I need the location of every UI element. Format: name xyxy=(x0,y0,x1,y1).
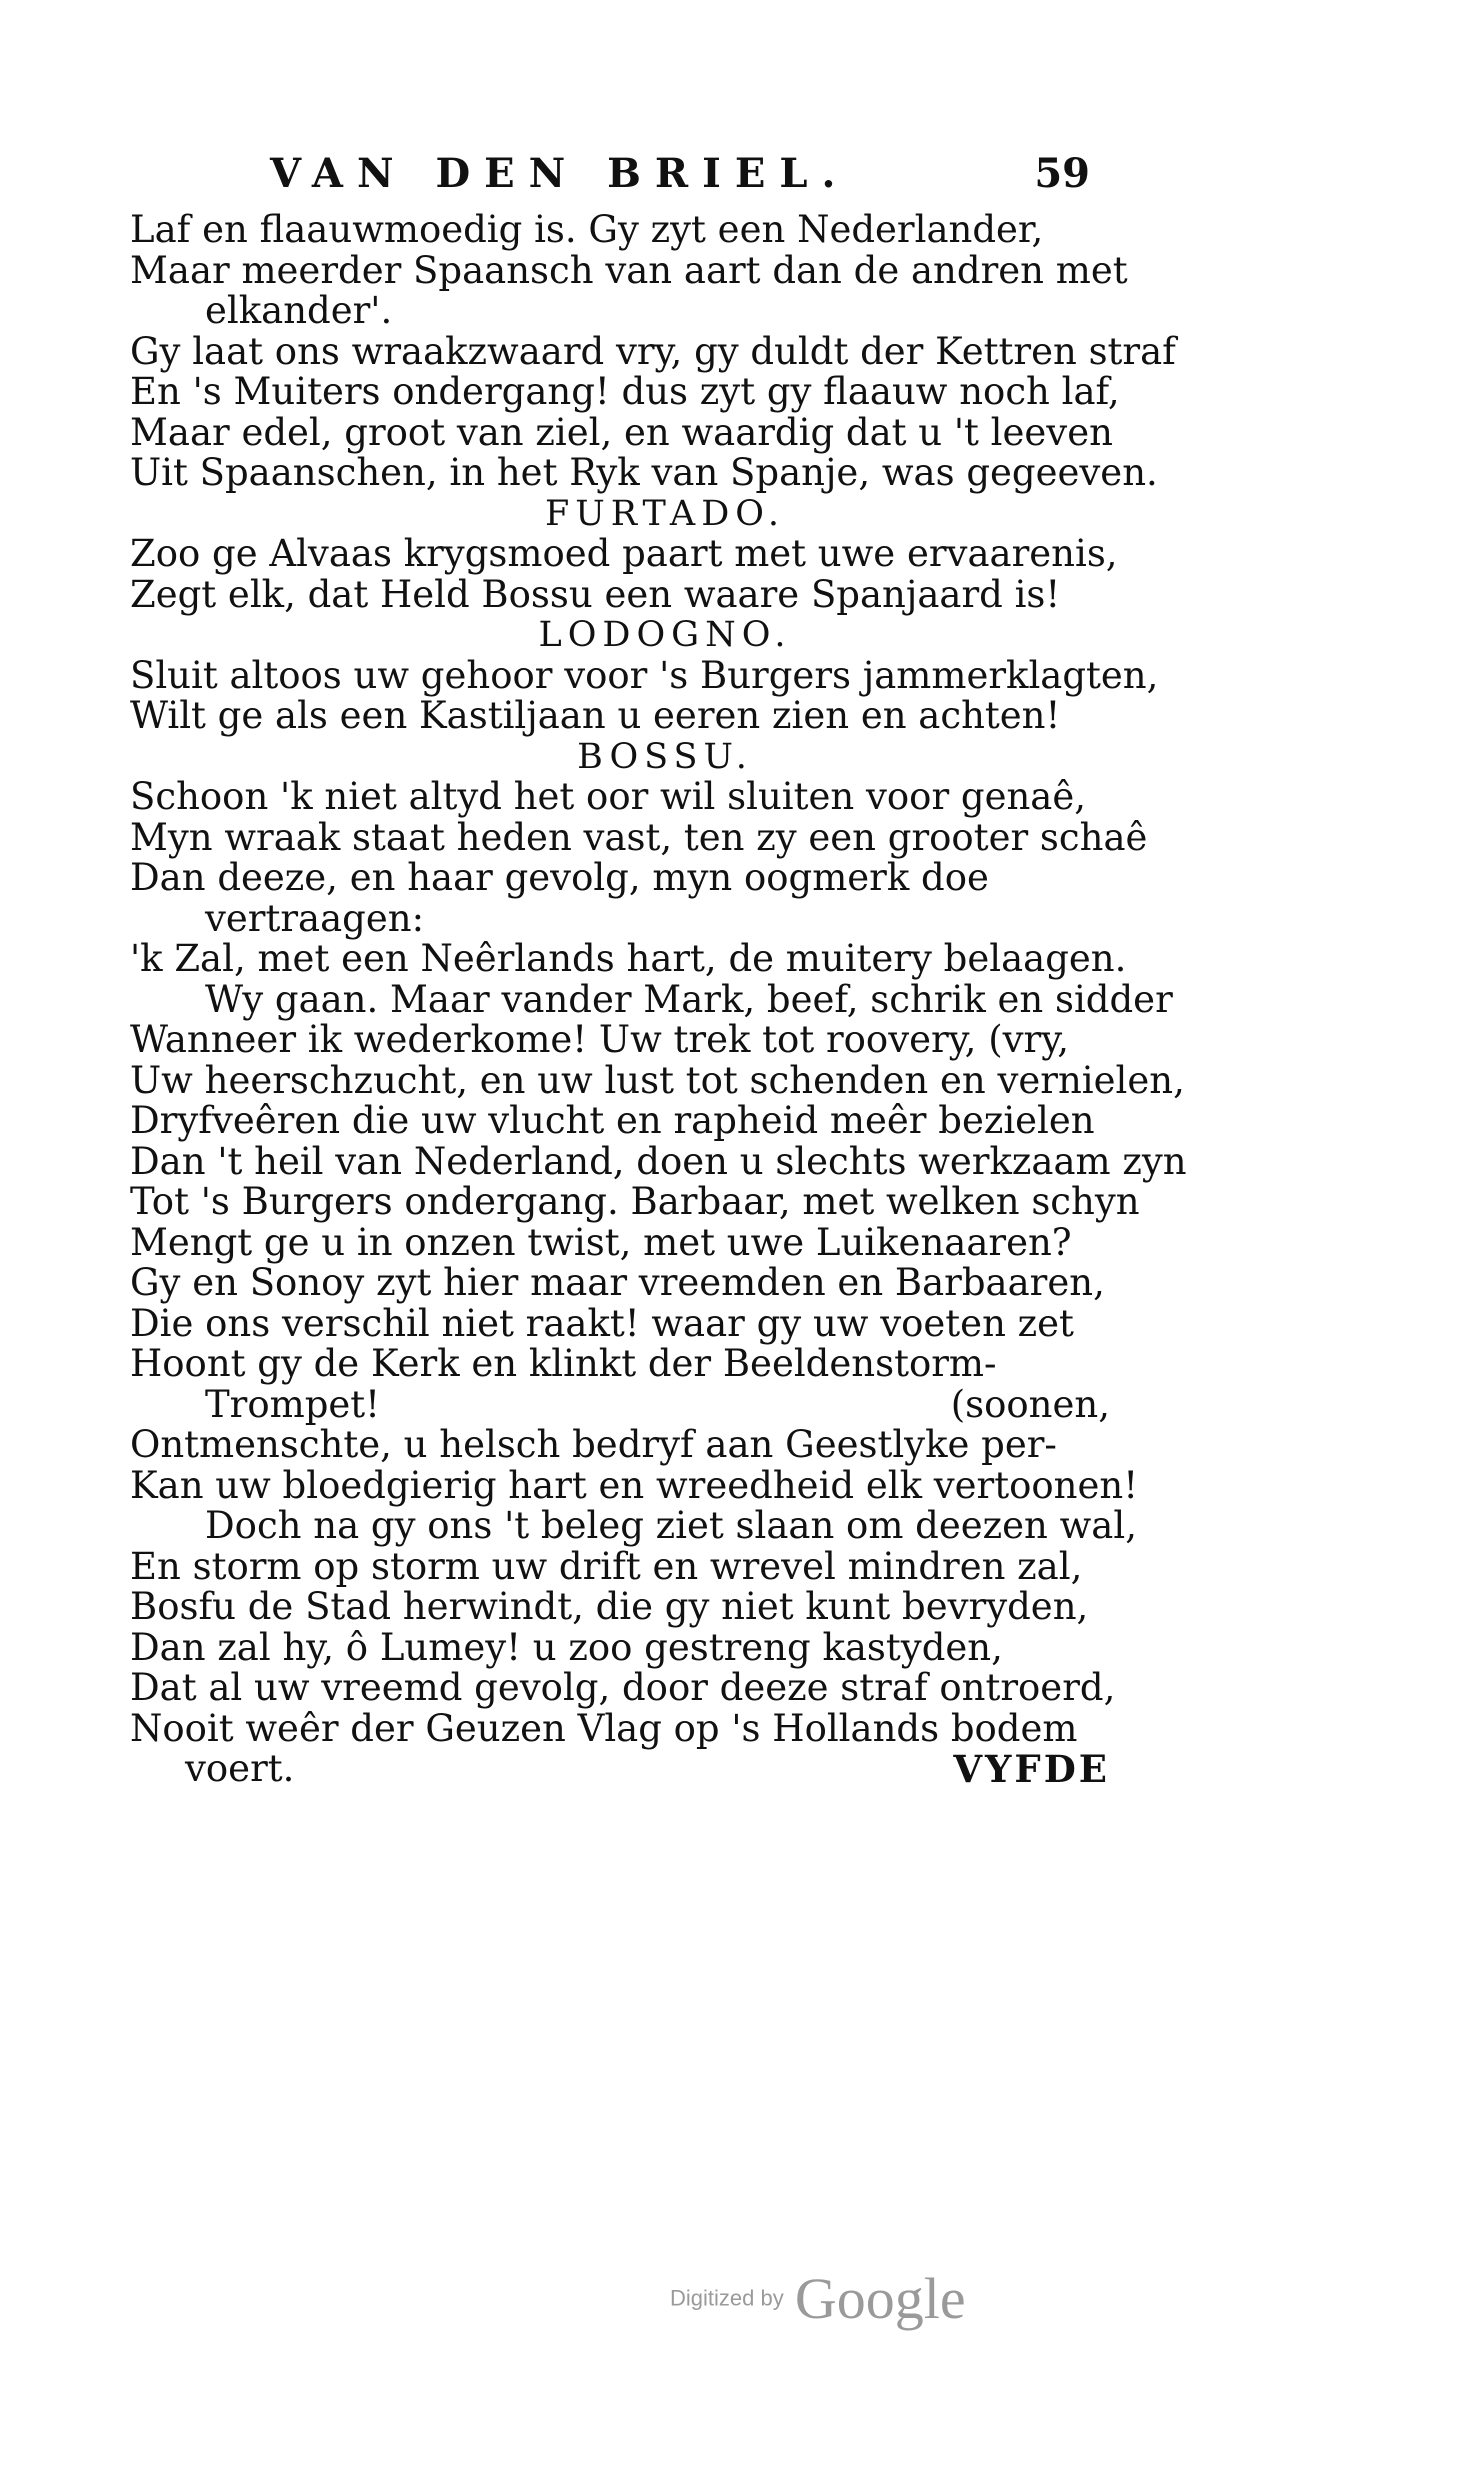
verse-line: Wanneer ik wederkome! Uw trek tot roovery, (vry, xyxy=(130,1018,1069,1061)
verse-line: Nooit weêr der Geuzen Vlag op 's Hollands bodem xyxy=(130,1706,1078,1750)
google-logo: Google xyxy=(794,2266,966,2331)
running-header xyxy=(270,150,1090,210)
verse-block xyxy=(110,208,1187,1791)
verse-line: Zegt elk, dat Held Bossu een waare Spanjaard is! xyxy=(130,572,1061,616)
verse-line-left: Trompet! xyxy=(205,1382,381,1426)
verse-line: 'k Zal, met een Neêrlands hart, de muitery belaagen. xyxy=(130,937,1127,980)
verse-line: Zoo ge Alvaas krygsmoed paart met uwe ervaarenis, xyxy=(130,532,1118,575)
page-number: 59 xyxy=(1034,150,1090,197)
verse-line-final-text: voert. xyxy=(185,1747,295,1790)
verse-line: Sluit altoos uw gehoor voor 's Burgers jammerklagten, xyxy=(130,653,1159,697)
verse-line: Dryfveêren die uw vlucht en rapheid meêr bezielen xyxy=(130,1099,1095,1142)
verse-line: Dan deeze, en haar gevolg, myn oogmerk doe xyxy=(130,856,989,899)
verse-line: Dan 't heil van Nederland, doen u slechts werkzaam zyn xyxy=(130,1139,1187,1183)
verse-line: Bosfu de Stad herwindt, die gy niet kunt bevryden, xyxy=(130,1585,1089,1628)
verse-line: Doch na gy ons 't beleg ziet slaan om deezen wal, xyxy=(205,1504,1137,1547)
digitized-label: Digitized by xyxy=(670,2285,784,2311)
verse-line: Wy gaan. Maar vander Mark, beef, schrik en sidder xyxy=(205,977,1173,1021)
verse-line: Ontmenschte, u helsch bedryf aan Geestlyke per- xyxy=(130,1423,1057,1466)
verse-line-final xyxy=(110,1749,1110,1790)
verse-line: Gy laat ons wraakzwaard vry, gy duldt der Kettren straf xyxy=(130,329,1176,373)
verse-line: Uit Spaanschen, in het Ryk van Spanje, was gegeeven. xyxy=(130,451,1158,494)
verse-line: Myn wraak staat heden vast, ten zy een grooter schaê xyxy=(130,815,1148,859)
verse-line: Hoont gy de Kerk en klinkt der Beeldenstorm- xyxy=(130,1342,997,1385)
verse-line: Laf en flaauwmoedig is. Gy zyt een Nederlander, xyxy=(130,208,1044,251)
catchword: VYFDE xyxy=(953,1747,1110,1791)
verse-line: Maar meerder Spaansch van aart dan de andren met xyxy=(130,248,1128,292)
verse-line: Gy en Sonoy zyt hier maar vreemden en Barbaaren, xyxy=(130,1261,1105,1304)
speaker-name: LODOGNO. xyxy=(538,615,792,655)
verse-line-right: (soonen, xyxy=(950,1382,1110,1426)
verse-line: elkander'. xyxy=(205,289,393,332)
verse-line: Kan uw bloedgierig hart en wreedheid elk vertoonen! xyxy=(130,1463,1139,1507)
verse-line: Uw heerschzucht, en uw lust tot schenden en vernielen, xyxy=(130,1058,1185,1102)
verse-line: Schoon 'k niet altyd het oor wil sluiten voor genaê, xyxy=(130,775,1087,818)
verse-line: Mengt ge u in onzen twist, met uwe Luikenaaren? xyxy=(130,1220,1072,1264)
verse-line: En 's Muiters ondergang! dus zyt gy flaauw noch laf, xyxy=(130,370,1120,413)
verse-line: Dat al uw vreemd gevolg, door deeze straf ontroerd, xyxy=(130,1666,1116,1709)
speaker-name: BOSSU. xyxy=(577,736,753,777)
speaker-name: FURTADO. xyxy=(544,493,786,534)
verse-line: Dan zal hy, ô Lumey! u zoo gestreng kastyden, xyxy=(130,1625,1003,1669)
verse-line: Maar edel, groot van ziel, en waardig dat u 't leeven xyxy=(130,410,1113,454)
verse-line xyxy=(110,1382,1110,1426)
running-title: VAN DEN BRIEL. xyxy=(270,150,850,197)
verse-line: Wilt ge als een Kastiljaan u eeren zien en achten! xyxy=(130,694,1061,737)
verse-line: En storm op storm uw drift en wrevel mindren zal, xyxy=(130,1544,1083,1588)
verse-line: Die ons verschil niet raakt! waar gy uw voeten zet xyxy=(130,1301,1074,1345)
digitized-watermark xyxy=(670,2265,966,2332)
verse-line: vertraagen: xyxy=(205,896,425,940)
verse-line: Tot 's Burgers ondergang. Barbaar, met welken schyn xyxy=(130,1180,1140,1223)
